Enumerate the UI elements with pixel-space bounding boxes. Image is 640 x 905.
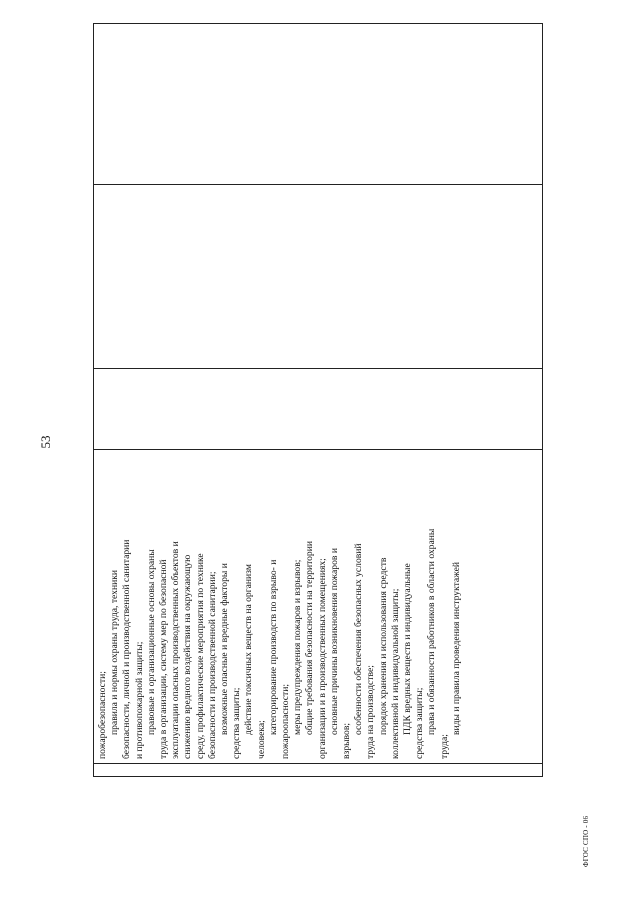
- document-code: ФГОС СПО - 06: [582, 815, 590, 867]
- text-line: взрывов;: [341, 722, 353, 759]
- text-line: права и обязанности работников в области охраны: [426, 528, 438, 735]
- text-line: снижению вредного воздействия на окружающую: [182, 554, 194, 759]
- text-line: правила и нормы охраны труда, техники: [109, 569, 121, 735]
- text-line: человека;: [255, 720, 267, 759]
- text-line: особенности обеспечения безопасных условий: [353, 543, 365, 735]
- text-line: действие токсичных веществ на организм: [243, 564, 255, 735]
- text-line: организации и в производственных помещениях;: [316, 558, 328, 759]
- text-line: и противопожарной защиты;: [133, 641, 145, 759]
- text-line: безопасности и производственной санитарии;: [206, 571, 218, 759]
- text-line: возможные опасные и вредные факторы и: [219, 563, 231, 735]
- text-line: ПДК вредных веществ и индивидуальные: [402, 563, 414, 735]
- table-row: [94, 24, 543, 777]
- text-line: средства защиты;: [231, 687, 243, 759]
- text-line: безопасности, личной и производственной санитарии: [121, 539, 133, 759]
- table-cell-empty: [94, 185, 543, 369]
- text-line: виды и правила проведения инструктажей: [450, 561, 462, 735]
- text-line: труда на производстве;: [365, 665, 377, 759]
- text-line: пожаробезопасности;: [97, 671, 108, 759]
- table-cell-empty: [94, 24, 543, 185]
- text-line: коллективной и индивидуальной защиты;: [389, 588, 401, 759]
- text-line: средства защиты;: [414, 687, 426, 759]
- text-line: категорирование производств по взрыво- и: [267, 559, 279, 735]
- text-line: среду, профилактические мероприятия по технике: [194, 553, 206, 759]
- text-line: труда в организации, систему мер по безопасной: [158, 559, 170, 759]
- text-line: труда;: [438, 734, 450, 759]
- table-cell-knowledge: [94, 450, 543, 764]
- text-line: порядок хранения и использования средств: [377, 557, 389, 735]
- page-number: 53: [38, 435, 53, 449]
- text-line: общие требования безопасности на территории: [304, 540, 316, 735]
- table-cell-index: [94, 764, 543, 777]
- table-cell-empty: [94, 369, 543, 450]
- text-line: пожароопасности;: [280, 683, 292, 759]
- text-line: меры предупреждения пожаров и взрывов;: [292, 559, 304, 735]
- text-line: основные причины возникновения пожаров и: [328, 548, 340, 735]
- text-line: правовые и организационные основы охраны: [145, 549, 157, 735]
- text-line: эксплуатации опасных производственных объектов и: [170, 541, 182, 759]
- competency-table: [93, 23, 543, 777]
